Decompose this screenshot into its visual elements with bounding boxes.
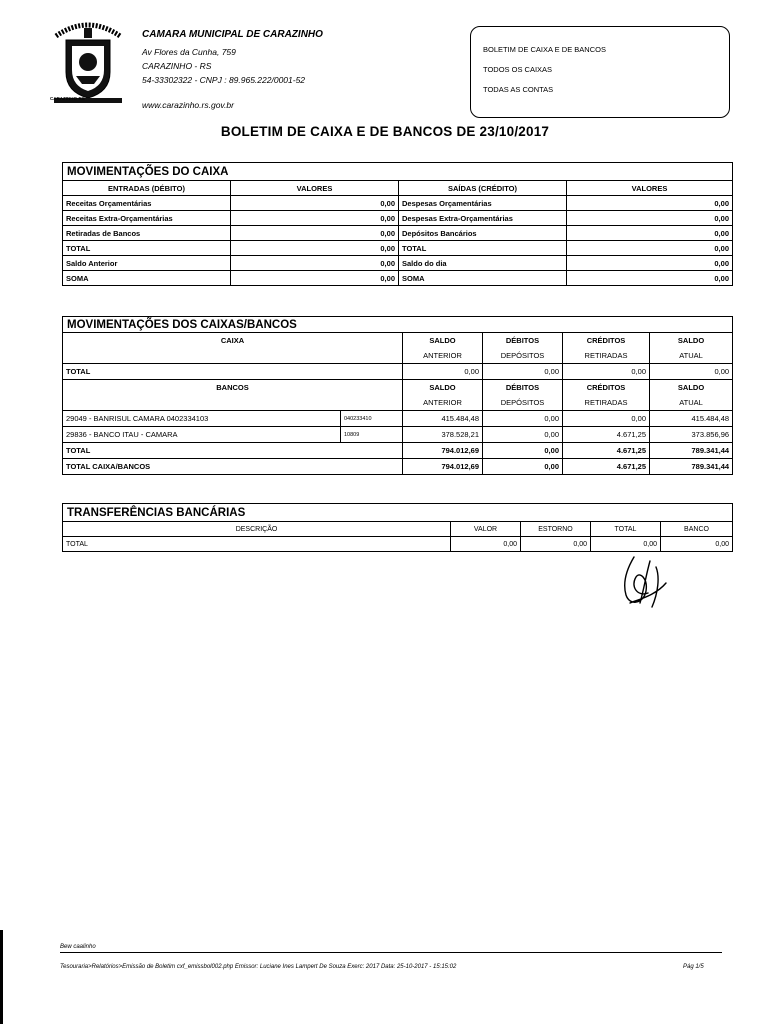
total: 0,00 (591, 537, 661, 552)
report-title: BOLETIM DE CAIXA E DE BANCOS DE 23/10/2017 (220, 124, 550, 139)
footer-page-number: Pág 1/5 (683, 964, 704, 970)
saldo-anterior: 378.528,21 (403, 427, 483, 443)
bank-total-row (63, 443, 733, 459)
row-label: TOTAL (63, 537, 451, 552)
row-label: TOTAL CAIXA/BANCOS (63, 459, 403, 475)
column-header: DESCRIÇÃO (63, 522, 451, 537)
table-row (63, 196, 733, 211)
entry-label: Retiradas de Bancos (63, 226, 231, 241)
saldo-atual: 373.856,96 (650, 427, 733, 443)
exit-label: Saldo do dia (399, 256, 567, 271)
column-header: TOTAL (591, 522, 661, 537)
column-header: BANCO (661, 522, 733, 537)
column-subheader: DEPÓSITOS (483, 348, 563, 364)
entry-label: Receitas Extra-Orçamentárias (63, 211, 231, 226)
institution-website: www.carazinho.rs.gov.br (142, 100, 234, 110)
column-header: DÉBITOS (483, 333, 563, 349)
entry-value: 0,00 (231, 241, 399, 256)
creditos: 4.671,25 (563, 427, 650, 443)
creditos: 4.671,25 (563, 443, 650, 459)
debitos: 0,00 (483, 443, 563, 459)
column-header: CRÉDITOS (563, 333, 650, 349)
saldo-anterior: 794.012,69 (403, 459, 483, 475)
caixa-column-header: CAIXA (63, 333, 403, 349)
saldo-atual: 415.484,48 (650, 411, 733, 427)
caixa-total-row (63, 364, 733, 380)
column-header: ENTRADAS (DÉBITO) (63, 181, 231, 196)
header-report-name: BOLETIM DE CAIXA E DE BANCOS (483, 45, 606, 54)
footer-path: Tesouraria>Relatórios>Emissão de Boletim cxf_emissbol002.php Emissor: Luciane Ines Lampert De Souza Exerc: 2017 Data: 25-10-2017 - 15:15:02 (60, 964, 457, 970)
saldo-anterior: 415.484,48 (403, 411, 483, 427)
column-subheader: ANTERIOR (403, 395, 483, 411)
entry-value: 0,00 (231, 211, 399, 226)
account-code: 10809 (341, 427, 403, 443)
exit-value: 0,00 (567, 241, 733, 256)
exit-value: 0,00 (567, 256, 733, 271)
institution-name: CAMARA MUNICIPAL DE CARAZINHO (142, 29, 323, 40)
column-subheader: RETIRADAS (563, 395, 650, 411)
entry-value: 0,00 (231, 196, 399, 211)
institution-city: CARAZINHO - RS (142, 61, 212, 71)
saldo-atual: 789.341,44 (650, 459, 733, 475)
entry-value: 0,00 (231, 226, 399, 241)
report-header-box (470, 26, 730, 118)
exit-value: 0,00 (567, 271, 733, 286)
column-header: VALOR (451, 522, 521, 537)
municipal-seal-logo (50, 18, 126, 104)
table-row (63, 271, 733, 286)
exit-label: TOTAL (399, 241, 567, 256)
handwritten-signature (600, 553, 680, 613)
footer-divider (60, 952, 722, 953)
debitos: 0,00 (483, 364, 563, 380)
section-title: MOVIMENTAÇÕES DO CAIXA (63, 163, 733, 181)
saldo-atual: 789.341,44 (650, 443, 733, 459)
bank-movements-table (62, 316, 733, 475)
table-row (63, 211, 733, 226)
column-header: SALDO (650, 333, 733, 349)
table-row (63, 256, 733, 271)
column-subheader: RETIRADAS (563, 348, 650, 364)
column-header: SALDO (403, 380, 483, 396)
debitos: 0,00 (483, 459, 563, 475)
column-subheader: ANTERIOR (403, 348, 483, 364)
header-contas-filter: TODAS AS CONTAS (483, 85, 554, 94)
exit-label: Despesas Extra-Orçamentárias (399, 211, 567, 226)
exit-value: 0,00 (567, 211, 733, 226)
column-header: VALORES (231, 181, 399, 196)
saldo-anterior: 0,00 (403, 364, 483, 380)
header-caixas-filter: TODOS OS CAIXAS (483, 65, 553, 74)
entry-label: Saldo Anterior (63, 256, 231, 271)
entry-value: 0,00 (231, 256, 399, 271)
entry-label: Receitas Orçamentárias (63, 196, 231, 211)
valor: 0,00 (451, 537, 521, 552)
account-name: 29836 - BANCO ITAU - CAMARA (63, 427, 341, 443)
section-title: TRANSFERÊNCIAS BANCÁRIAS (63, 504, 733, 522)
column-subheader: ATUAL (650, 395, 733, 411)
column-subheader: DEPÓSITOS (483, 395, 563, 411)
entry-label: SOMA (63, 271, 231, 286)
estorno: 0,00 (521, 537, 591, 552)
bank-transfers-table (62, 503, 733, 552)
entry-label: TOTAL (63, 241, 231, 256)
cash-movements-table (62, 162, 733, 286)
column-header: SAÍDAS (CRÉDITO) (399, 181, 567, 196)
column-header: SALDO (403, 333, 483, 349)
exit-label: Despesas Orçamentárias (399, 196, 567, 211)
row-label: TOTAL (63, 364, 403, 380)
exit-value: 0,00 (567, 196, 733, 211)
debitos: 0,00 (483, 411, 563, 427)
column-header: CRÉDITOS (563, 380, 650, 396)
saldo-anterior: 794.012,69 (403, 443, 483, 459)
column-header: DÉBITOS (483, 380, 563, 396)
grand-total-row (63, 459, 733, 475)
creditos: 4.671,25 (563, 459, 650, 475)
section-title: MOVIMENTAÇÕES DOS CAIXAS/BANCOS (63, 317, 733, 333)
exit-label: SOMA (399, 271, 567, 286)
account-code: 040233410 (341, 411, 403, 427)
table-row (63, 226, 733, 241)
table-row (63, 427, 733, 443)
institution-phone-cnpj: 54-33302322 - CNPJ : 89.965.222/0001-52 (142, 75, 306, 85)
banco: 0,00 (661, 537, 733, 552)
row-label: TOTAL (63, 443, 403, 459)
table-row (63, 411, 733, 427)
table-row (63, 241, 733, 256)
exit-label: Depósitos Bancários (399, 226, 567, 241)
entry-value: 0,00 (231, 271, 399, 286)
debitos: 0,00 (483, 427, 563, 443)
bancos-column-header: BANCOS (63, 380, 403, 396)
seal-caption: CARAZINHO-RS (50, 96, 85, 101)
scan-edge (0, 930, 3, 1024)
saldo-atual: 0,00 (650, 364, 733, 380)
creditos: 0,00 (563, 364, 650, 380)
institution-address: Av Flores da Cunha, 759 (142, 47, 236, 57)
creditos: 0,00 (563, 411, 650, 427)
transfer-total-row (63, 537, 733, 552)
column-header: SALDO (650, 380, 733, 396)
exit-value: 0,00 (567, 226, 733, 241)
column-header: VALORES (567, 181, 733, 196)
footer-user: Bew caalinho (60, 944, 96, 950)
column-subheader: ATUAL (650, 348, 733, 364)
account-name: 29049 - BANRISUL CAMARA 0402334103 (63, 411, 341, 427)
column-header: ESTORNO (521, 522, 591, 537)
